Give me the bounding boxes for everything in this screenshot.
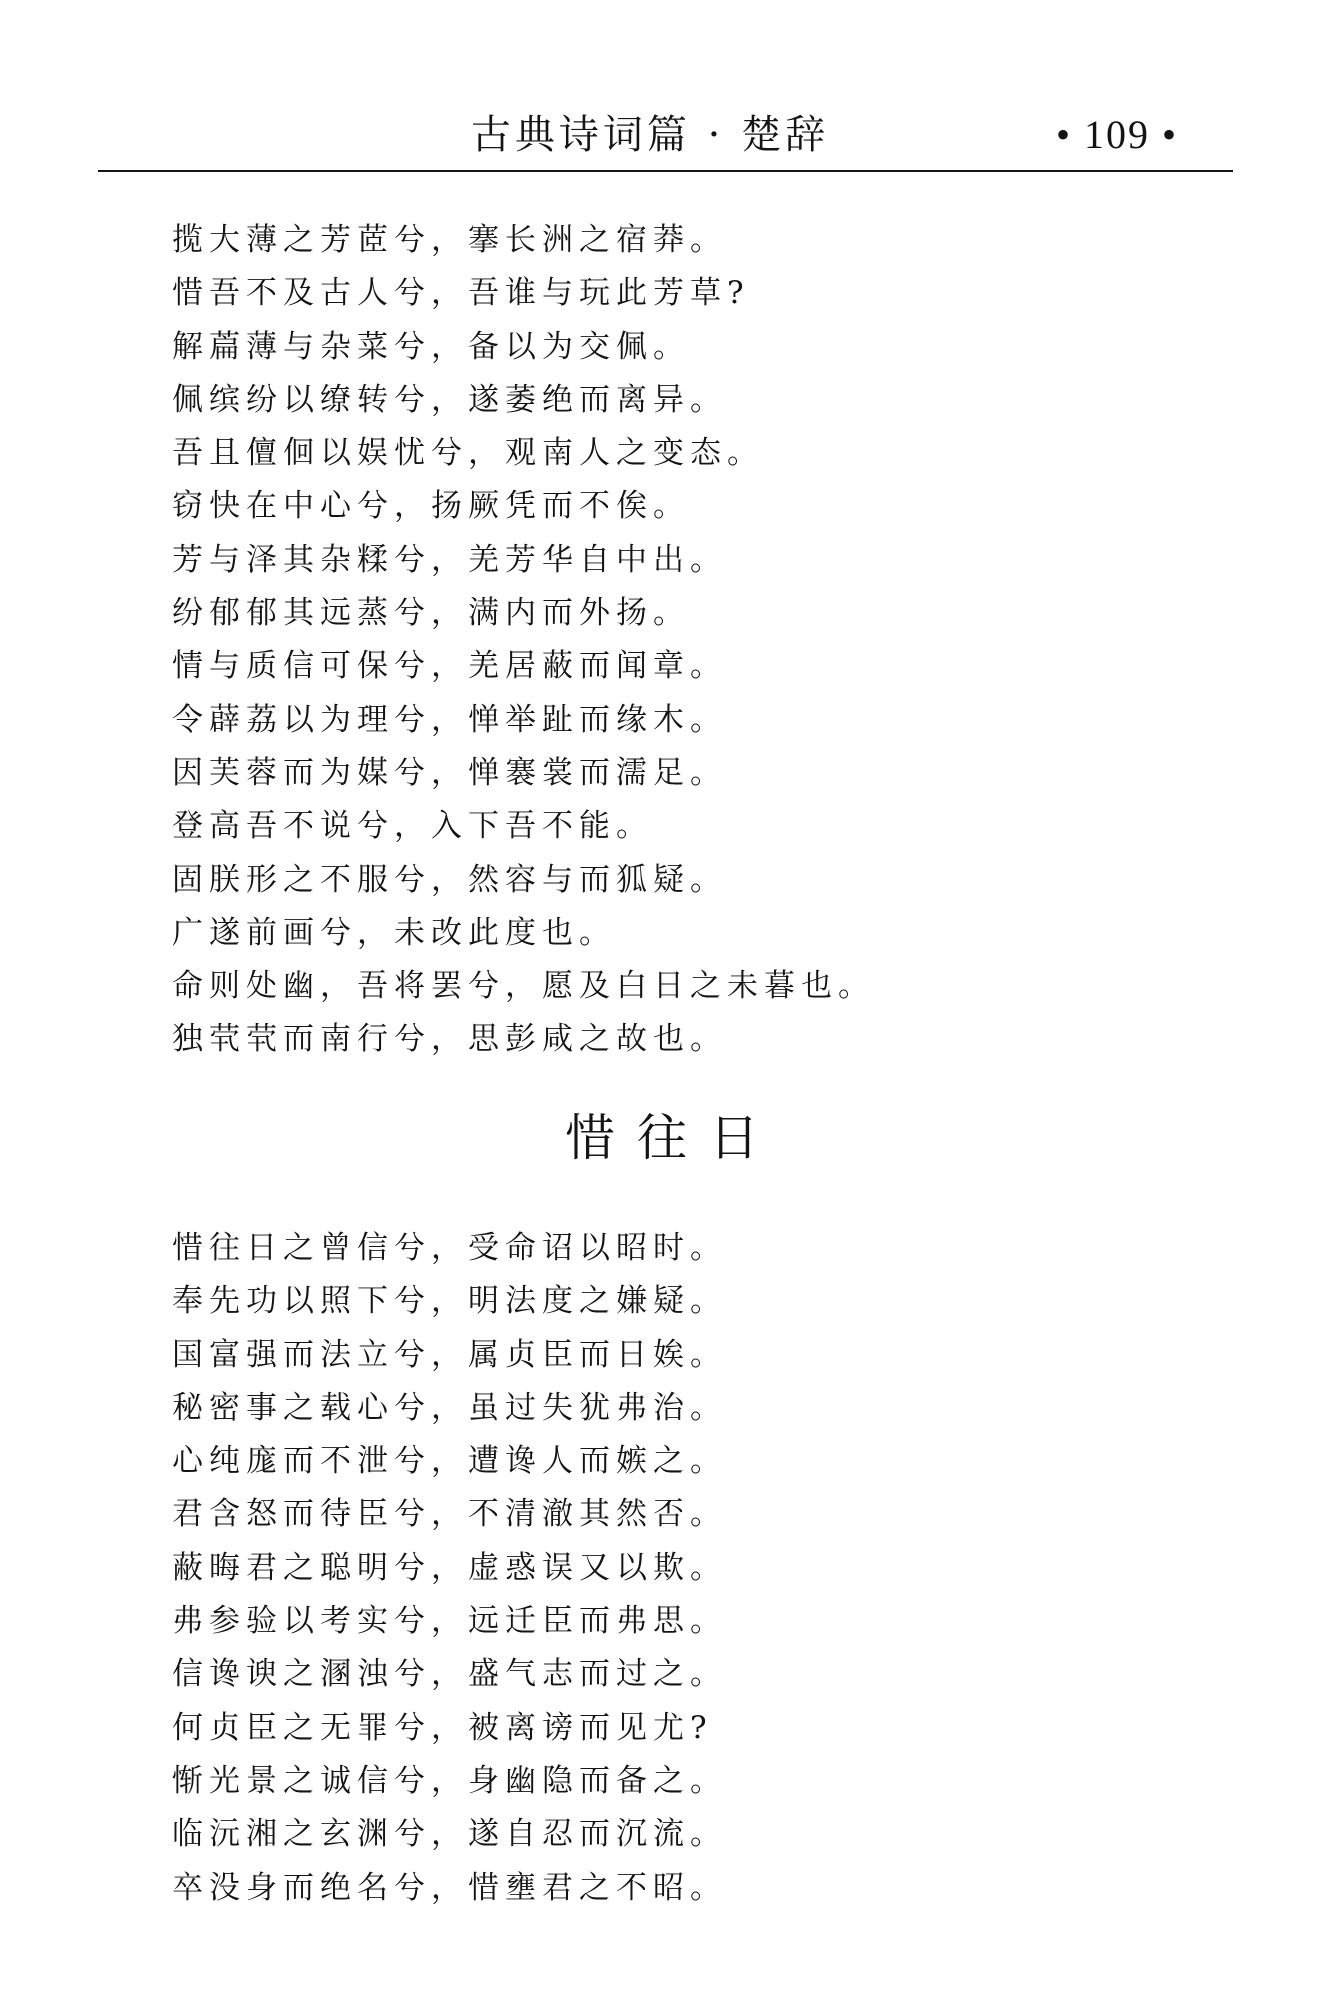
section-title: 惜往日 — [565, 1109, 781, 1167]
running-header-title: 古典诗词篇 · 楚辞 — [470, 112, 830, 158]
poem-line: 因芙蓉而为媒兮，惮褰裳而濡足。 — [172, 754, 727, 791]
poem-line: 固朕形之不服兮，然容与而狐疑。 — [172, 861, 727, 898]
poem-line: 君含怒而待臣兮，不清澈其然否。 — [172, 1496, 727, 1533]
poem-line: 纷郁郁其远蒸兮，满内而外扬。 — [172, 595, 690, 632]
poem-line: 何贞臣之无罪兮，被离谤而见尤? — [172, 1709, 713, 1746]
page-number: • 109 • — [1055, 112, 1178, 157]
poem-line: 佩缤纷以缭转兮，遂萎绝而离异。 — [172, 381, 727, 418]
poem-line: 吾且儃佪以娱忧兮，观南人之变态。 — [172, 435, 764, 472]
poem-line: 命则处幽，吾将罢兮，愿及白日之未暮也。 — [172, 968, 875, 1005]
poem-line: 国富强而法立兮，属贞臣而日娭。 — [172, 1336, 727, 1373]
poem-line: 惜往日之曾信兮，受命诏以昭时。 — [172, 1230, 727, 1266]
poem-line: 揽大薄之芳茝兮，搴长洲之宿莽。 — [172, 222, 727, 258]
poem-line: 弗参验以考实兮，远迁臣而弗思。 — [172, 1603, 727, 1640]
poem-line: 令薜荔以为理兮，惮举趾而缘木。 — [172, 701, 727, 738]
poem-line: 芳与泽其杂糅兮，羌芳华自中出。 — [172, 541, 727, 578]
poem-line: 情与质信可保兮，羌居蔽而闻章。 — [172, 648, 727, 685]
poem-line: 广遂前画兮，未改此度也。 — [172, 914, 616, 951]
poem-line: 信谗谀之溷浊兮，盛气志而过之。 — [172, 1656, 727, 1693]
poem-line: 解萹薄与杂菜兮，备以为交佩。 — [172, 328, 690, 365]
poem-block-part2 — [172, 1222, 1222, 1915]
poem-line: 惜吾不及古人兮，吾谁与玩此芳草? — [172, 275, 750, 312]
poem-line: 奉先功以照下兮，明法度之嫌疑。 — [172, 1283, 727, 1320]
poem-line: 蔽晦君之聪明兮，虚惑误又以欺。 — [172, 1549, 727, 1586]
poem-line: 心纯庬而不泄兮，遭谗人而嫉之。 — [172, 1443, 727, 1480]
poem-line: 惭光景之诚信兮，身幽隐而备之。 — [172, 1762, 727, 1799]
poem-line: 窃快在中心兮，扬厥凭而不俟。 — [172, 488, 690, 525]
poem-line: 临沅湘之玄渊兮，遂自忍而沉流。 — [172, 1816, 727, 1853]
poem-line: 秘密事之载心兮，虽过失犹弗治。 — [172, 1389, 727, 1426]
poem-line: 卒没身而绝名兮，惜壅君之不昭。 — [172, 1869, 727, 1906]
page-header — [0, 0, 1324, 176]
poem-block-part1 — [172, 214, 1222, 1067]
poem-line: 登高吾不说兮，入下吾不能。 — [172, 808, 653, 845]
poem-line: 独茕茕而南行兮，思彭咸之故也。 — [172, 1021, 727, 1058]
header-rule — [98, 170, 1233, 172]
